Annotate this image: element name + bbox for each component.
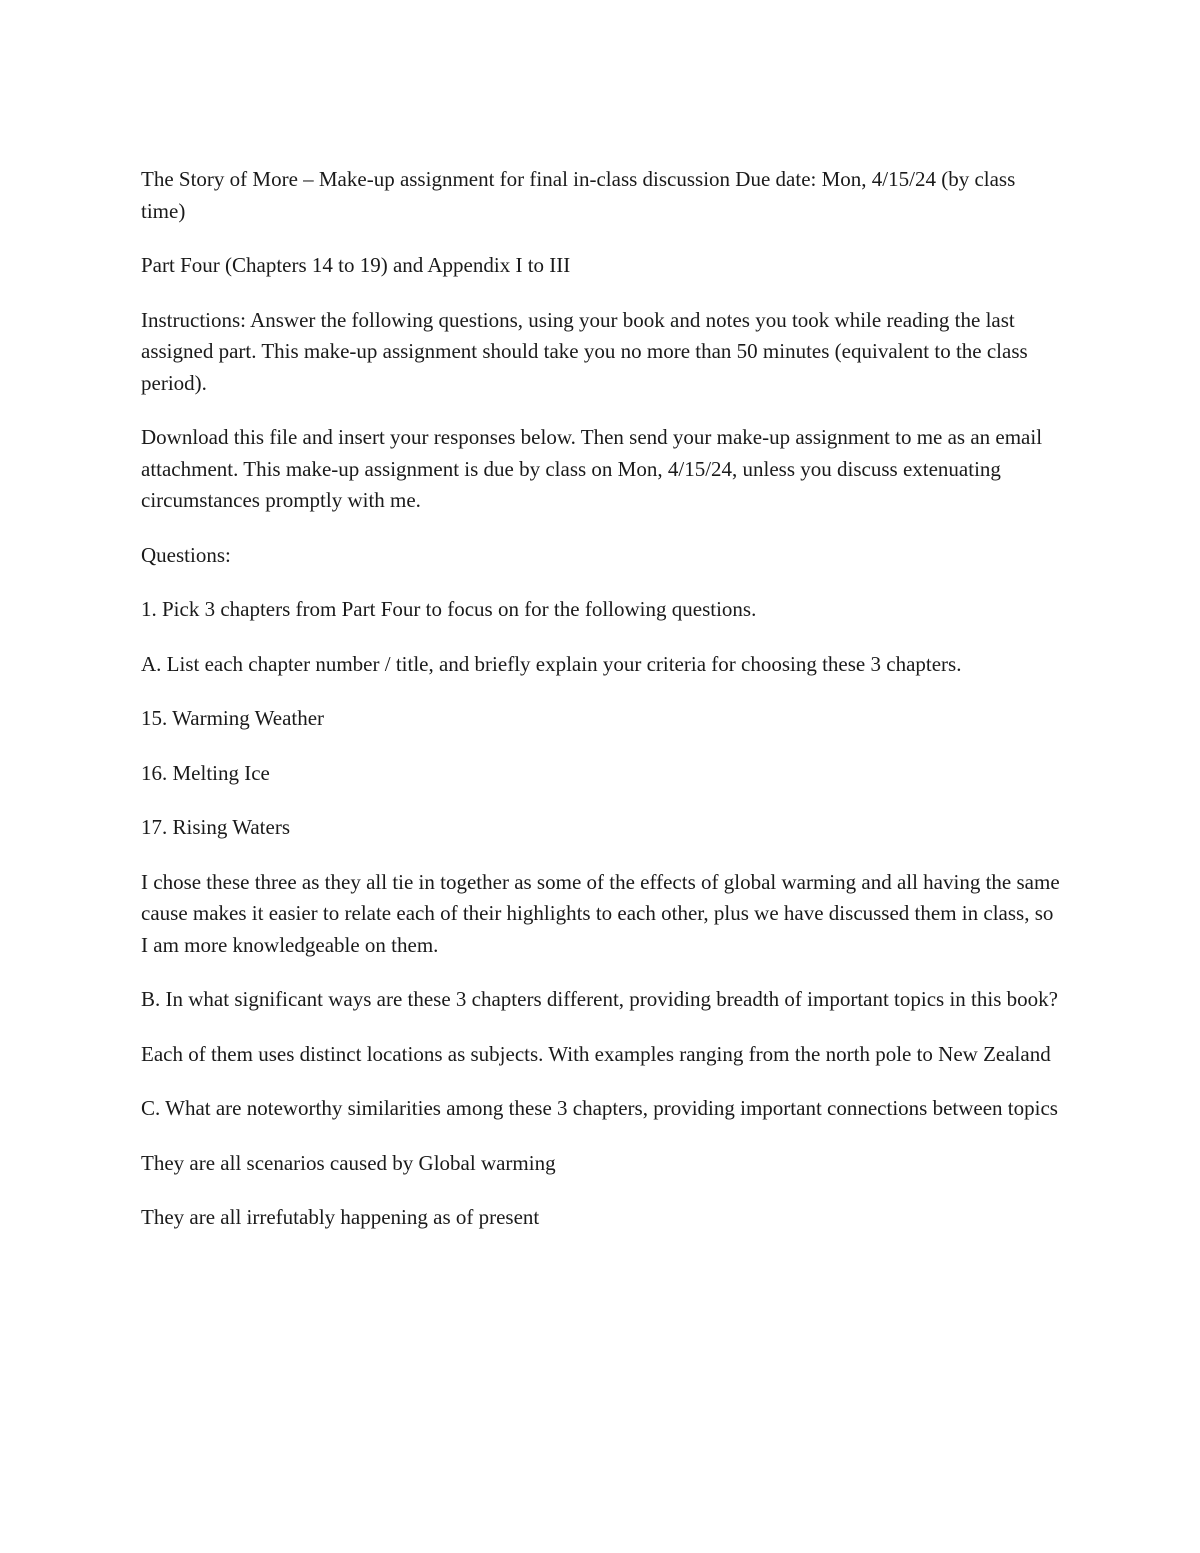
document-page — [141, 164, 1061, 1257]
download-note-paragraph: Download this file and insert your responses below. Then send your make-up assignment to me as an email attachment. This make-up assignment is due by class on Mon, 4/15/24, unless you discuss extenuating circumstances promptly with me. — [141, 425, 1043, 512]
question-1: 1. Pick 3 chapters from Part Four to focus on for the following questions. — [141, 597, 757, 621]
answer-c-line: They are all irrefutably happening as of present — [141, 1205, 540, 1229]
chapter-item: 16. Melting Ice — [141, 760, 270, 785]
instructions-paragraph: Instructions: Answer the following questions, using your book and notes you took while reading the last assigned part. This make-up assignment should take you no more than 50 minutes (equivalent to the class period). — [141, 307, 1028, 395]
part-title: Part Four (Chapters 14 to 19) and Appendix I to III — [141, 253, 571, 277]
answer-a: I chose these three as they all tie in together as some of the effects of global warming and all having the same cause makes it easier to relate each of their highlights to each other, plus we have discussed them in class, so I am more knowledgeable on them. — [141, 869, 1060, 957]
question-1a: A. List each chapter number / title, and briefly explain your criteria for choosing these 3 chapters. — [141, 651, 962, 676]
assignment-header: The Story of More – Make-up assignment for final in-class discussion Due date: Mon, 4/15/24 (by class time) — [141, 167, 1016, 223]
question-1b: B. In what significant ways are these 3 chapters different, providing breadth of important topics in this book? — [141, 987, 1058, 1011]
questions-heading: Questions: — [141, 542, 231, 567]
answer-c-line: They are all scenarios caused by Global warming — [141, 1150, 556, 1175]
chapter-item: 15. Warming Weather — [141, 706, 325, 730]
question-1c: C. What are noteworthy similarities among these 3 chapters, providing important connections between topics — [141, 1096, 1058, 1120]
chapter-item: 17. Rising Waters — [141, 815, 290, 839]
answer-b: Each of them uses distinct locations as subjects. With examples ranging from the north pole to New Zealand — [141, 1041, 1051, 1066]
